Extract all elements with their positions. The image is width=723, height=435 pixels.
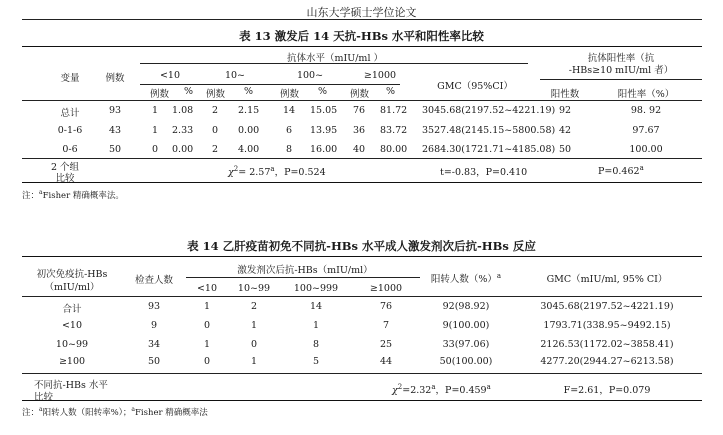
t13-cell: 100.00 [629, 144, 663, 155]
t13-bottom-rule [22, 182, 702, 183]
t14-cell: 34 [147, 339, 161, 350]
t14-cell: 7 [382, 320, 390, 331]
t13-cell: 92 [558, 105, 572, 116]
t14-cell: 0 [203, 356, 211, 367]
t13-sub-pct-4: % [386, 86, 396, 97]
t14-level-header: 激发剂次后抗-HBs（mIU/ml） [237, 265, 373, 276]
t13-row-label: 0-6 [62, 144, 78, 155]
t13-bin2: 10~ [224, 70, 246, 81]
t14-bin1: <10 [196, 283, 218, 294]
t13-pos-header-a: 抗体阳性率（抗 [587, 53, 655, 64]
page-header-title: 山东大学硕士学位论文 [306, 6, 417, 19]
t14-cell: 44 [379, 356, 393, 367]
t13-note: 注：$^a$Fisher 精确概率法。 [22, 189, 124, 201]
t14-chi-square: $\chi^2=2.32^a$，P=0.459$^a$ [392, 382, 491, 396]
t14-cell: 1 [250, 356, 258, 367]
t14-cell: 1 [312, 320, 320, 331]
t13-cell: 42 [558, 125, 572, 136]
t13-cell: 16.00 [310, 144, 338, 155]
t14-cell: 9(100.00) [442, 320, 490, 331]
t13-cell: 98. 92 [630, 105, 662, 116]
t13-cell: 6 [285, 125, 293, 136]
t13-row-label: 总计 [60, 108, 80, 119]
t14-compare-label-b: 比较 [34, 392, 54, 403]
t14-header-bottom-rule [22, 296, 702, 297]
t14-bin3: 100~999 [293, 283, 339, 294]
t14-gmc-header: GMC（mIU/ml, 95% CI） [546, 274, 668, 285]
t13-cell: 2 [211, 105, 219, 116]
t14-body-rule [22, 373, 702, 374]
t14-cell: 1793.71(338.95~9492.15) [543, 320, 671, 331]
t13-cell: 81.72 [380, 105, 408, 116]
t14-bin4: ≥1000 [369, 283, 403, 294]
t13-cell: 8 [285, 144, 293, 155]
table13-title: 表 13 激发后 14 天抗-HBs 水平和阳性率比较 [239, 29, 484, 43]
t14-cell: 1 [203, 339, 211, 350]
t13-cell: 14 [282, 105, 296, 116]
t13-variable-header: 变量 [60, 73, 80, 84]
t13-fisher-p: P=0.462$^a$ [598, 164, 644, 178]
t13-cell: 43 [108, 125, 122, 136]
t14-bottom-rule [22, 400, 702, 401]
t14-cell: 9 [150, 320, 158, 331]
t14-cell: 0 [250, 339, 258, 350]
t13-cell: 13.95 [310, 125, 338, 136]
t14-n-header: 检查人数 [134, 275, 173, 286]
t14-cell: 92(98.92) [442, 301, 490, 312]
t14-cell: 14 [309, 301, 323, 312]
t13-cell: 36 [352, 125, 366, 136]
t14-note: 注：$^a$阳转人数（阳转率%）；$^a$Fisher 精确概率法 [22, 406, 208, 418]
t13-cell: 2.15 [238, 105, 260, 116]
t13-cell: 3527.48(2145.15~5800.58) [422, 125, 556, 136]
t13-bin1: <10 [159, 70, 181, 81]
t13-cell: 1 [151, 105, 159, 116]
t14-group-header-a: 初次免疫抗-HBs [36, 269, 108, 280]
t14-bin2: 10~99 [237, 283, 271, 294]
t13-top-rule [22, 46, 702, 47]
t13-cell: 1 [151, 125, 159, 136]
t13-bin3: 100~ [296, 70, 324, 81]
t13-cell: 50 [108, 144, 122, 155]
t14-cell: 2 [250, 301, 258, 312]
t14-cell: 5 [312, 356, 320, 367]
t14-compare-label-a: 不同抗-HBs 水平 [34, 380, 108, 391]
t13-cell: 0.00 [172, 144, 194, 155]
t13-cell: 0 [211, 125, 219, 136]
t14-cell: 0 [203, 320, 211, 331]
t13-pos-rule [540, 79, 702, 80]
t14-level-rule [186, 277, 420, 278]
t14-row-label: 合计 [62, 304, 82, 315]
t13-cell: 97.67 [632, 125, 660, 136]
t13-cell: 83.72 [380, 125, 408, 136]
t13-cell: 0 [151, 144, 159, 155]
t13-cell: 50 [558, 144, 572, 155]
header-rule [22, 19, 702, 20]
t14-cell: 3045.68(2197.52~4221.19) [540, 301, 674, 312]
t13-cell: 93 [108, 105, 122, 116]
t14-cell: 50 [147, 356, 161, 367]
t13-sub-pct-1: % [184, 86, 194, 97]
t14-cell: 1 [250, 320, 258, 331]
t14-cell: 33(97.06) [442, 339, 490, 350]
t13-compare-label-b: 比较 [55, 173, 75, 184]
t13-sub-pos-n: 阳性数 [550, 89, 580, 100]
t13-gmc-header: GMC（95%CI） [437, 81, 513, 92]
t14-top-rule [22, 256, 702, 257]
t13-t-stat: t=-0.83，P=0.410 [440, 167, 528, 178]
t13-sub-cases-2: 例数 [206, 89, 226, 100]
t13-pos-header-b: -HBs≥10 mIU/ml 者） [568, 65, 674, 76]
t14-pos-header: 阳转人数（%）$^a$ [430, 271, 502, 285]
t13-body-rule [22, 158, 702, 159]
t13-level-rule [140, 63, 528, 64]
t13-chi-square: $\chi^2= 2.57^a$，P=0.524 [228, 164, 326, 178]
table14-title: 表 14 乙肝疫苗初免不同抗-HBs 水平成人激发剂次后抗-HBs 反应 [187, 239, 536, 253]
t13-sub-cases-4: 例数 [350, 89, 370, 100]
t13-cell: 4.00 [238, 144, 260, 155]
t13-sub-cases-3: 例数 [280, 89, 300, 100]
t14-row-label: 10~99 [55, 339, 89, 350]
t13-n-header: 例数 [105, 73, 125, 84]
t14-cell: 93 [147, 301, 161, 312]
t13-cell: 0.00 [238, 125, 260, 136]
t13-bin-rule [140, 84, 400, 85]
t13-cell: 2684.30(1721.71~4185.08) [422, 144, 556, 155]
t13-sub-pct-2: % [244, 86, 254, 97]
t14-cell: 8 [312, 339, 320, 350]
t13-cell: 15.05 [310, 105, 338, 116]
t14-cell: 76 [379, 301, 393, 312]
t13-cell: 76 [352, 105, 366, 116]
t14-row-label: <10 [61, 320, 83, 331]
t13-cell: 1.08 [172, 105, 194, 116]
t13-row-label: 0-1-6 [57, 125, 83, 136]
t13-sub-cases-1: 例数 [150, 89, 170, 100]
t13-cell: 3045.68(2197.52~4221.19) [422, 105, 556, 116]
t13-cell: 80.00 [380, 144, 408, 155]
t14-cell: 50(100.00) [439, 356, 493, 367]
t14-cell: 4277.20(2944.27~6213.58) [540, 356, 674, 367]
t13-cell: 40 [352, 144, 366, 155]
t13-sub-pct-3: % [318, 86, 328, 97]
t14-cell: 2126.53(1172.02~3858.41) [540, 339, 674, 350]
t13-header-bottom-rule [22, 100, 702, 101]
t14-cell: 1 [203, 301, 211, 312]
t13-compare-label-a: 2 个组 [50, 162, 80, 173]
t13-level-header: 抗体水平（mIU/ml ） [286, 53, 384, 64]
t13-sub-pos-pct: 阳性率（%） [617, 89, 675, 100]
t13-bin4: ≥1000 [363, 70, 397, 81]
t14-f-stat: F=2.61，P=0.079 [563, 385, 651, 396]
t13-cell: 2 [211, 144, 219, 155]
t14-row-label: ≥100 [58, 356, 86, 367]
t14-group-header-b: （mIU/ml） [44, 282, 100, 293]
t14-cell: 25 [379, 339, 393, 350]
t13-cell: 2.33 [172, 125, 194, 136]
